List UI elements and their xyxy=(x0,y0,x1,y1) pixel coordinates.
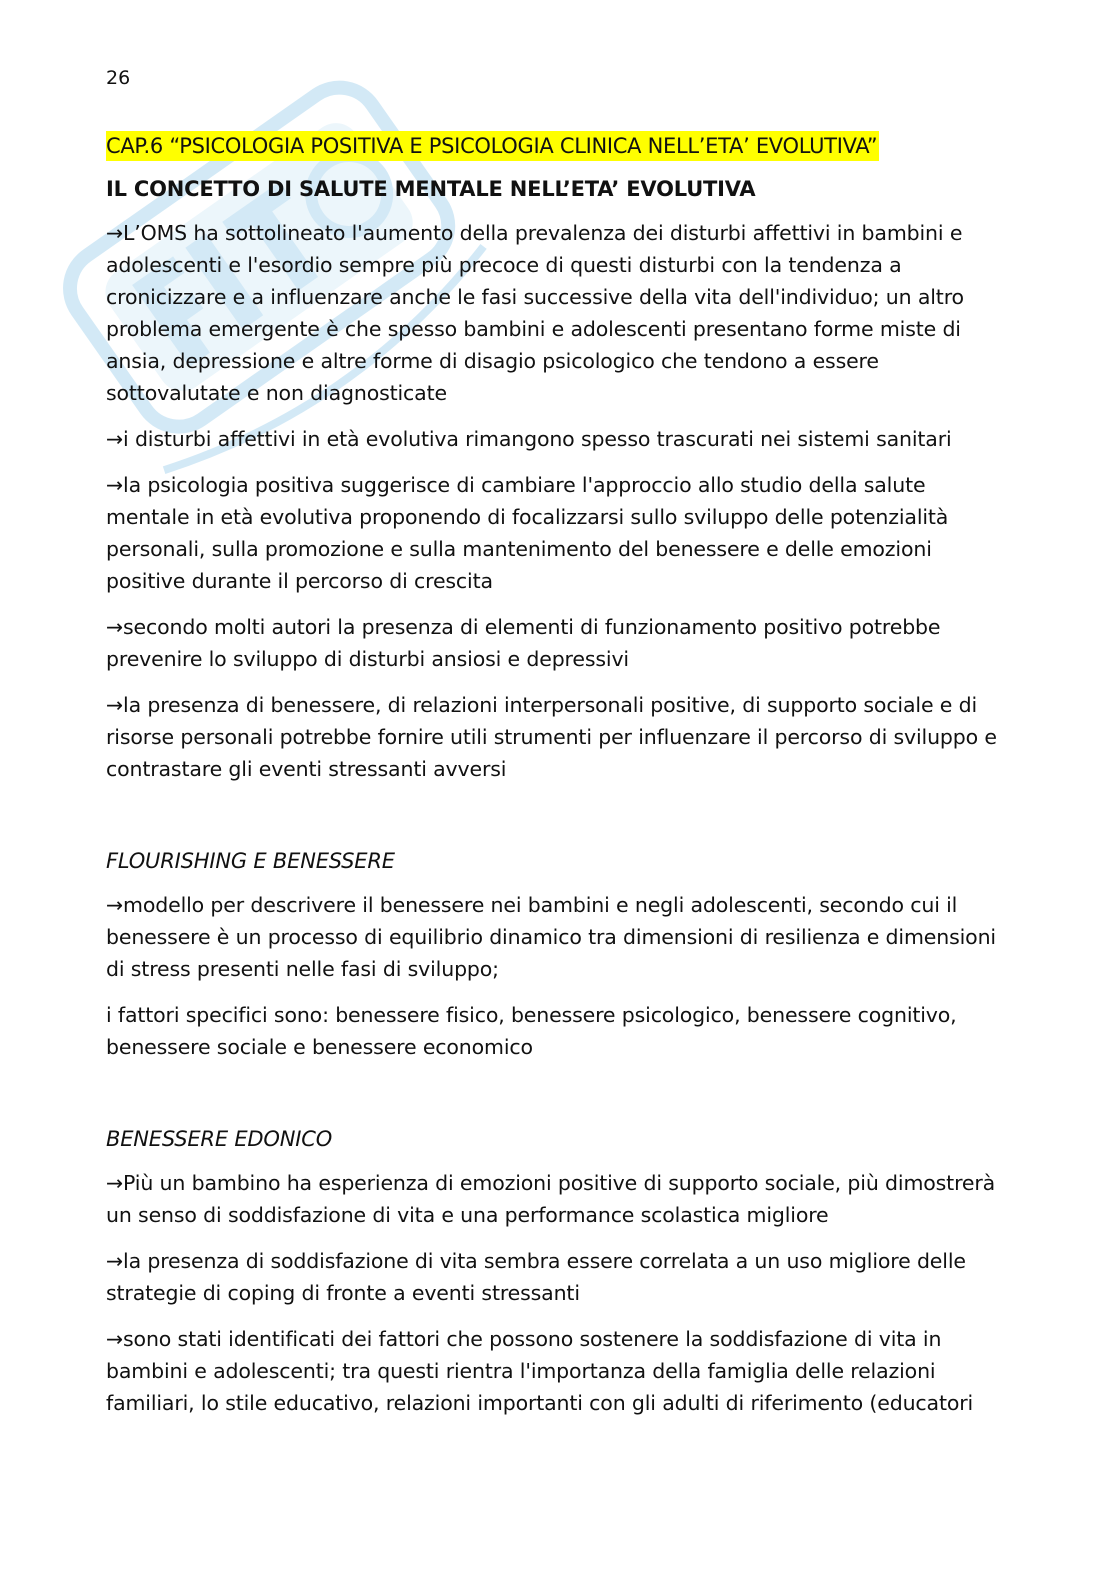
paragraph: →la presenza di soddisfazione di vita sembra essere correlata a un uso migliore delle strategie di coping di fronte a eventi stressanti xyxy=(106,1249,966,1305)
page-content xyxy=(106,131,1006,1433)
paragraph: →i disturbi affettivi in età evolutiva rimangono spesso trascurati nei sistemi sanitari xyxy=(106,427,952,451)
paragraph: →la presenza di benessere, di relazioni interpersonali positive, di supporto sociale e di risorse personali potrebbe fornire utili strumenti per influenzare il percorso di sviluppo e contrastare gli eventi stressanti avversi xyxy=(106,693,997,781)
paragraph: →Più un bambino ha esperienza di emozioni positive di supporto sociale, più dimostrerà un senso di soddisfazione di vita e una performance scolastica migliore xyxy=(106,1171,996,1227)
chapter-title: CAP.6 “PSICOLOGIA POSITIVA E PSICOLOGIA CLINICA NELL’ETA’ EVOLUTIVA” xyxy=(106,131,879,161)
page-number: 26 xyxy=(106,67,131,89)
section-spacer xyxy=(106,799,1006,845)
paragraph: →la psicologia positiva suggerisce di cambiare l'approccio allo studio della salute mentale in età evolutiva proponendo di focalizzarsi sullo sviluppo delle potenzialità personali, sulla promozione e sulla mantenimento del benessere e delle emozioni positive durante il percorso di crescita xyxy=(106,473,949,593)
section-title-benessere-edonico: BENESSERE EDONICO xyxy=(106,1127,333,1151)
paragraph: →sono stati identificati dei fattori che possono sostenere la soddisfazione di vita in bambini e adolescenti; tra questi rientra l'importanza della famiglia delle relazioni familiari, lo stile educativo, relazioni importanti con gli adulti di riferimento (educatori xyxy=(106,1327,974,1415)
section-spacer xyxy=(106,1077,1006,1123)
section-title-flourishing: FLOURISHING E BENESSERE xyxy=(106,849,395,873)
section-title-salute-mentale: IL CONCETTO DI SALUTE MENTALE NELL’ETA’ EVOLUTIVA xyxy=(106,177,756,201)
paragraph: i fattori specifici sono: benessere fisico, benessere psicologico, benessere cognitivo, benessere sociale e benessere economico xyxy=(106,1003,957,1059)
paragraph: →secondo molti autori la presenza di elementi di funzionamento positivo potrebbe prevenire lo sviluppo di disturbi ansiosi e depressivi xyxy=(106,615,941,671)
paragraph: →modello per descrivere il benessere nei bambini e negli adolescenti, secondo cui il benessere è un processo di equilibrio dinamico tra dimensioni di resilienza e dimensioni di stress presenti nelle fasi di sviluppo; xyxy=(106,893,996,981)
paragraph: →L’OMS ha sottolineato l'aumento della prevalenza dei disturbi affettivi in bambini e adolescenti e l'esordio sempre più precoce di questi disturbi con la tendenza a cronicizzare e a influenzare anche le fasi successive della vita dell'individuo; un altro problema emergente è che spesso bambini e adolescenti presentano forme miste di ansia, depressione e altre forme di disagio psicologico che tendono a essere sottovalutate e non diagnosticate xyxy=(106,221,964,405)
